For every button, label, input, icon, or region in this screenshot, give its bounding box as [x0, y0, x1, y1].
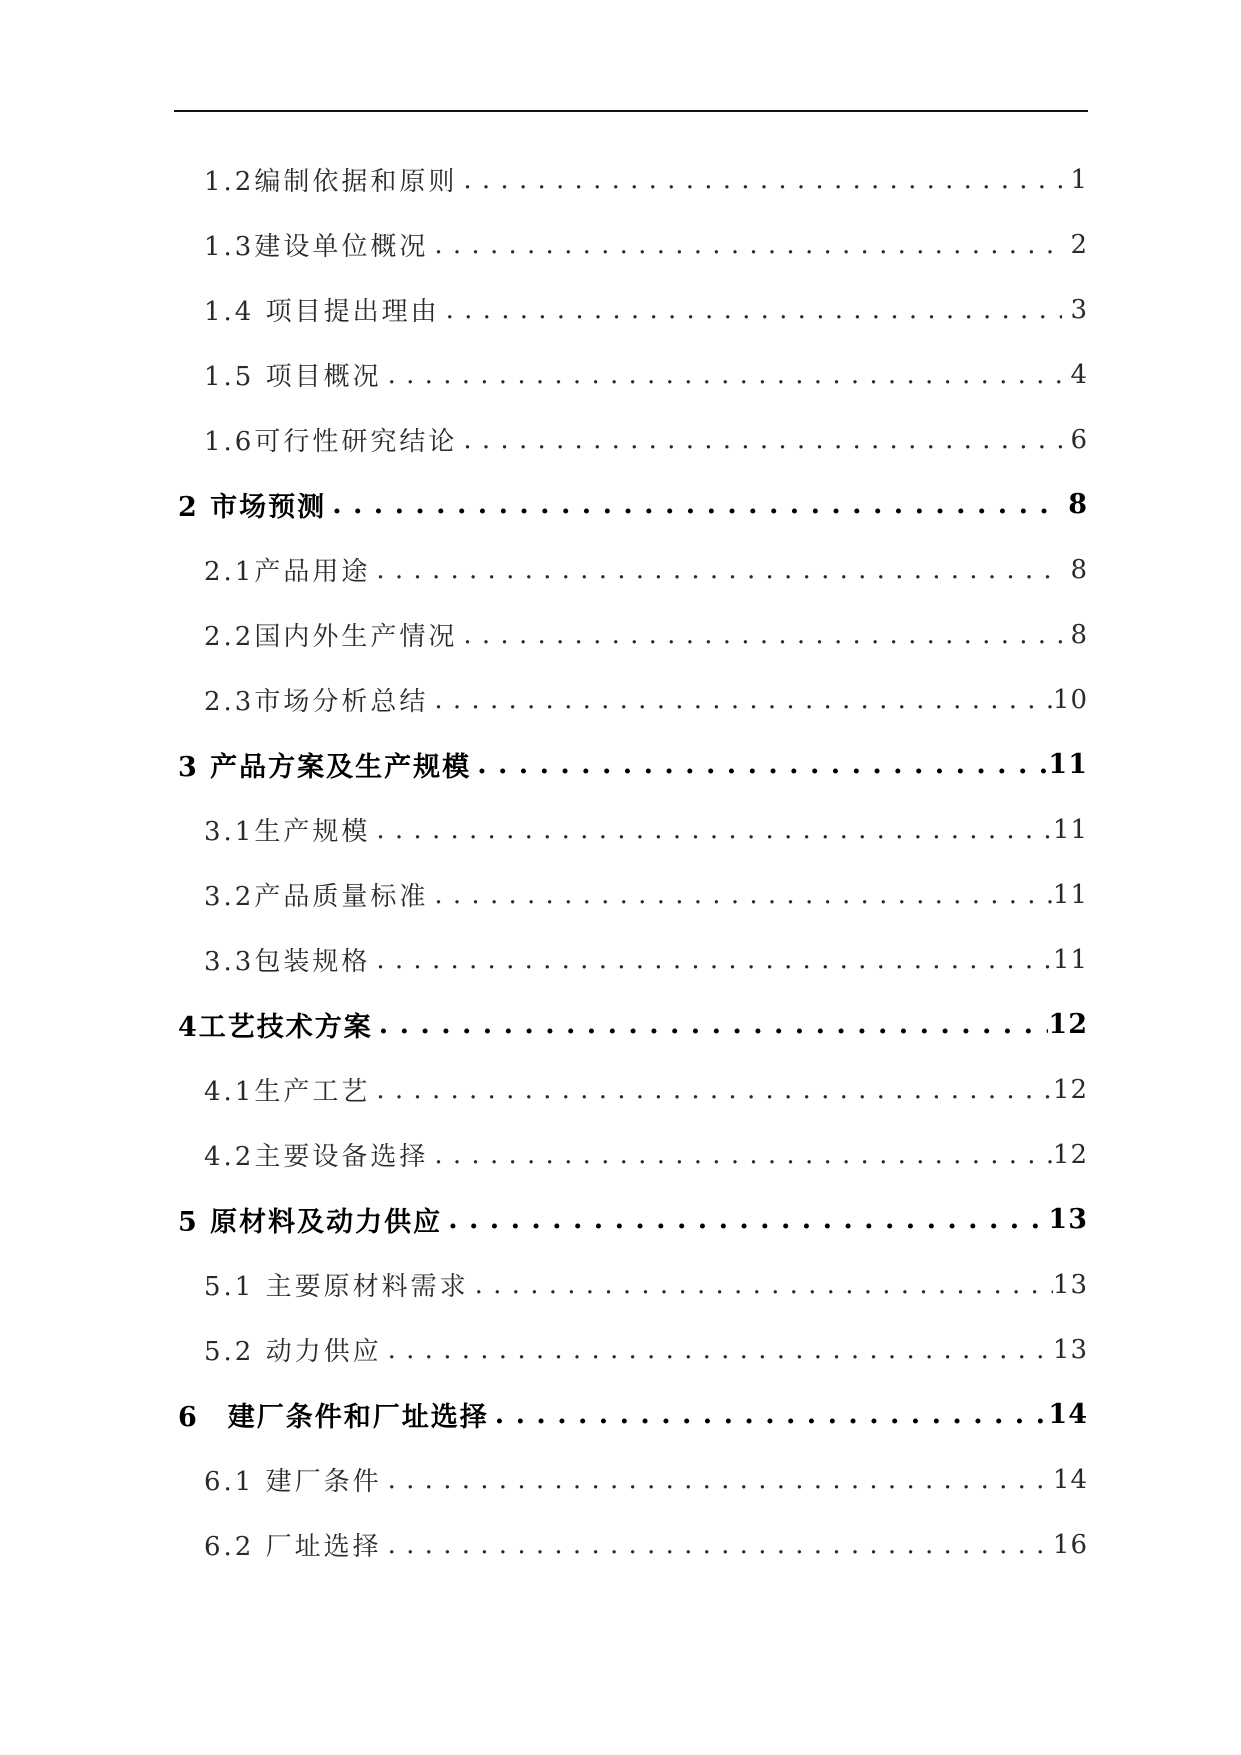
toc-entry-page: 11: [1052, 944, 1088, 975]
toc-chapter-2[interactable]: [174, 472, 1088, 537]
toc-entry-page: 10: [1052, 684, 1088, 715]
toc-entry-title: 4.1生产工艺: [204, 1077, 371, 1107]
toc-entry-3-2[interactable]: [174, 862, 1088, 927]
toc-entry-title: 6.2 厂址选择: [204, 1532, 382, 1562]
dot-leader: [382, 360, 1062, 390]
toc-chapter-page: 8: [1068, 489, 1088, 520]
toc-entry-title: 1.3建设单位概况: [204, 232, 429, 262]
dot-leader: [370, 815, 1053, 845]
dot-leader: [442, 1204, 1048, 1235]
toc-entry-page: 4: [1070, 359, 1088, 390]
toc-chapter-6[interactable]: [174, 1382, 1088, 1447]
toc-entry-page: 16: [1052, 1529, 1088, 1560]
toc-chapter-title: 6 建厂条件和厂址选择: [178, 1402, 489, 1433]
toc-entry-3-3[interactable]: [174, 927, 1088, 992]
toc-chapter-4[interactable]: [174, 992, 1088, 1057]
toc-entry-title: 6.1 建厂条件: [204, 1467, 382, 1497]
dot-leader: [326, 489, 1062, 520]
toc-entry-2-2[interactable]: [174, 602, 1088, 667]
dot-leader: [428, 1140, 1053, 1170]
toc-entry-title: 1.2编制依据和原则: [204, 167, 458, 197]
toc-entry-title: 3.1生产规模: [204, 817, 371, 847]
dot-leader: [382, 1335, 1053, 1365]
dot-leader: [440, 295, 1062, 325]
header-rule: [174, 110, 1088, 112]
toc-entry-1-5[interactable]: [174, 342, 1088, 407]
toc-entry-2-1[interactable]: [174, 537, 1088, 602]
toc-entry-page: 11: [1052, 814, 1088, 845]
dot-leader: [382, 1465, 1053, 1495]
toc-entry-page: 3: [1070, 294, 1088, 325]
toc-entry-page: 8: [1070, 619, 1088, 650]
toc-entry-5-1[interactable]: [174, 1252, 1088, 1317]
dot-leader: [382, 1530, 1053, 1560]
toc-entry-title: 4.2主要设备选择: [204, 1142, 429, 1172]
toc-entry-title: 3.2产品质量标准: [204, 882, 429, 912]
toc-entry-5-2[interactable]: [174, 1317, 1088, 1382]
toc-entry-title: 5.1 主要原材料需求: [204, 1272, 469, 1302]
toc-entry-page: 2: [1070, 229, 1088, 260]
toc-chapter-title: 4工艺技术方案: [178, 1012, 373, 1043]
toc-chapter-3[interactable]: [174, 732, 1088, 797]
toc-entry-page: 14: [1052, 1464, 1088, 1495]
toc-entry-title: 5.2 动力供应: [204, 1337, 382, 1367]
toc-chapter-title: 3 产品方案及生产规模: [178, 752, 472, 783]
dot-leader: [428, 685, 1053, 715]
dot-leader: [457, 620, 1062, 650]
dot-leader: [489, 1399, 1049, 1430]
toc-entry-6-2[interactable]: [174, 1512, 1088, 1577]
dot-leader: [428, 230, 1062, 260]
dot-leader: [469, 1270, 1053, 1300]
toc-entry-1-6[interactable]: [174, 407, 1088, 472]
toc-entry-page: 6: [1070, 424, 1088, 455]
toc-entry-title: 2.2国内外生产情况: [204, 622, 458, 652]
dot-leader: [457, 165, 1062, 195]
toc-entry-title: 1.5 项目概况: [204, 362, 382, 392]
dot-leader: [471, 749, 1048, 780]
toc-chapter-page: 14: [1048, 1399, 1088, 1430]
toc-entry-page: 12: [1052, 1139, 1088, 1170]
toc-entry-1-4[interactable]: [174, 277, 1088, 342]
toc-entry-title: 1.4 项目提出理由: [204, 297, 440, 327]
toc-entry-1-2[interactable]: [174, 147, 1088, 212]
toc-entry-page: 13: [1052, 1334, 1088, 1365]
dot-leader: [457, 425, 1062, 455]
toc-chapter-5[interactable]: [174, 1187, 1088, 1252]
toc-entry-4-1[interactable]: [174, 1057, 1088, 1122]
toc-entry-2-3[interactable]: [174, 667, 1088, 732]
toc-entry-page: 12: [1052, 1074, 1088, 1105]
toc-entry-page: 1: [1070, 164, 1088, 195]
toc-entry-page: 8: [1070, 554, 1088, 585]
toc-chapter-title: 5 原材料及动力供应: [178, 1207, 443, 1238]
toc-entry-3-1[interactable]: [174, 797, 1088, 862]
toc-entry-page: 11: [1052, 879, 1088, 910]
dot-leader: [428, 880, 1053, 910]
toc-chapter-page: 12: [1048, 1009, 1088, 1040]
dot-leader: [370, 555, 1062, 585]
toc-entry-title: 3.3包装规格: [204, 947, 371, 977]
toc-chapter-page: 13: [1048, 1204, 1088, 1235]
toc-entry-title: 2.1产品用途: [204, 557, 371, 587]
toc-entry-title: 2.3市场分析总结: [204, 687, 429, 717]
dot-leader: [373, 1009, 1049, 1040]
dot-leader: [370, 945, 1053, 975]
toc-chapter-page: 11: [1048, 749, 1088, 780]
toc-entry-4-2[interactable]: [174, 1122, 1088, 1187]
toc-entry-1-3[interactable]: [174, 212, 1088, 277]
table-of-contents: [174, 147, 1088, 1577]
toc-chapter-title: 2 市场预测: [178, 492, 327, 523]
toc-entry-title: 1.6可行性研究结论: [204, 427, 458, 457]
dot-leader: [370, 1075, 1053, 1105]
toc-entry-page: 13: [1052, 1269, 1088, 1300]
toc-entry-6-1[interactable]: [174, 1447, 1088, 1512]
